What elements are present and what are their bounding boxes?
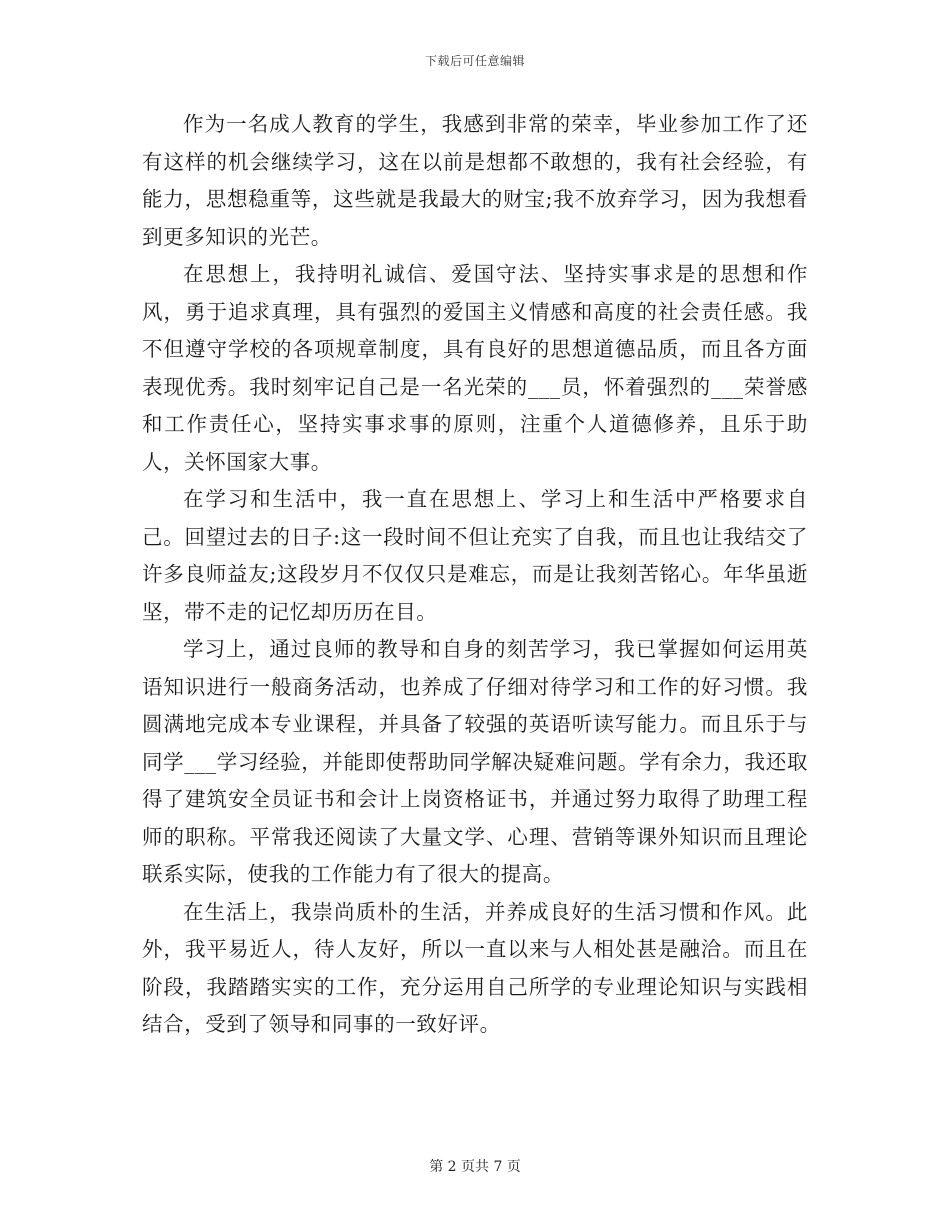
paragraph-5: 在生活上，我崇尚质朴的生活，并养成良好的生活习惯和作风。此外，我平易近人，待人友好，所以一直以来与人相处甚是融洽。而且在阶段，我踏踏实实的工作，充分运用自己所学的专业理论知识与实践相结合，受到了领导和同事的一致好评。 (142, 899, 808, 1036)
paragraph-2: 在思想上，我持明礼诚信、爱国守法、坚持实事求是的思想和作风，勇于追求真理，具有强烈的爱国主义情感和高度的社会责任感。我不但遵守学校的各项规章制度，具有良好的思想道德品质，而且各方面表现优秀。我时刻牢记自己是一名光荣的___员，怀着强烈的___荣誉感和工作责任心，坚持实事求事的原则，注重个人道德修养，且乐于助人，关怀国家大事。 (142, 262, 808, 474)
document-body (142, 106, 808, 1044)
paragraph-3: 在学习和生活中，我一直在思想上、学习上和生活中严格要求自己。回望过去的日子:这一段时间不但让充实了自我，而且也让我结交了许多良师益友;这段岁月不仅仅只是难忘，而是让我刻苦铭心。年华虽逝坚，带不走的记忆却历历在目。 (142, 487, 808, 624)
paragraph-1: 作为一名成人教育的学生，我感到非常的荣幸，毕业参加工作了还有这样的机会继续学习，这在以前是想都不敢想的，我有社会经验，有能力，思想稳重等，这些就是我最大的财宝;我不放弃学习，因为我想看到更多知识的光芒。 (142, 112, 808, 249)
page-number: 第 2 页共 7 页 (429, 1159, 521, 1175)
paragraph-4: 学习上，通过良师的教导和自身的刻苦学习，我已掌握如何运用英语知识进行一般商务活动，也养成了仔细对待学习和工作的好习惯。我圆满地完成本专业课程，并具备了较强的英语听读写能力。而且乐于与同学___学习经验，并能即使帮助同学解决疑难问题。学有余力，我还取得了建筑安全员证书和会计上岗资格证书，并通过努力取得了助理工程师的职称。平常我还阅读了大量文学、心理、营销等课外知识而且理论联系实际，使我的工作能力有了很大的提高。 (142, 637, 808, 886)
page-header: 下载后可任意编辑 (424, 54, 525, 68)
